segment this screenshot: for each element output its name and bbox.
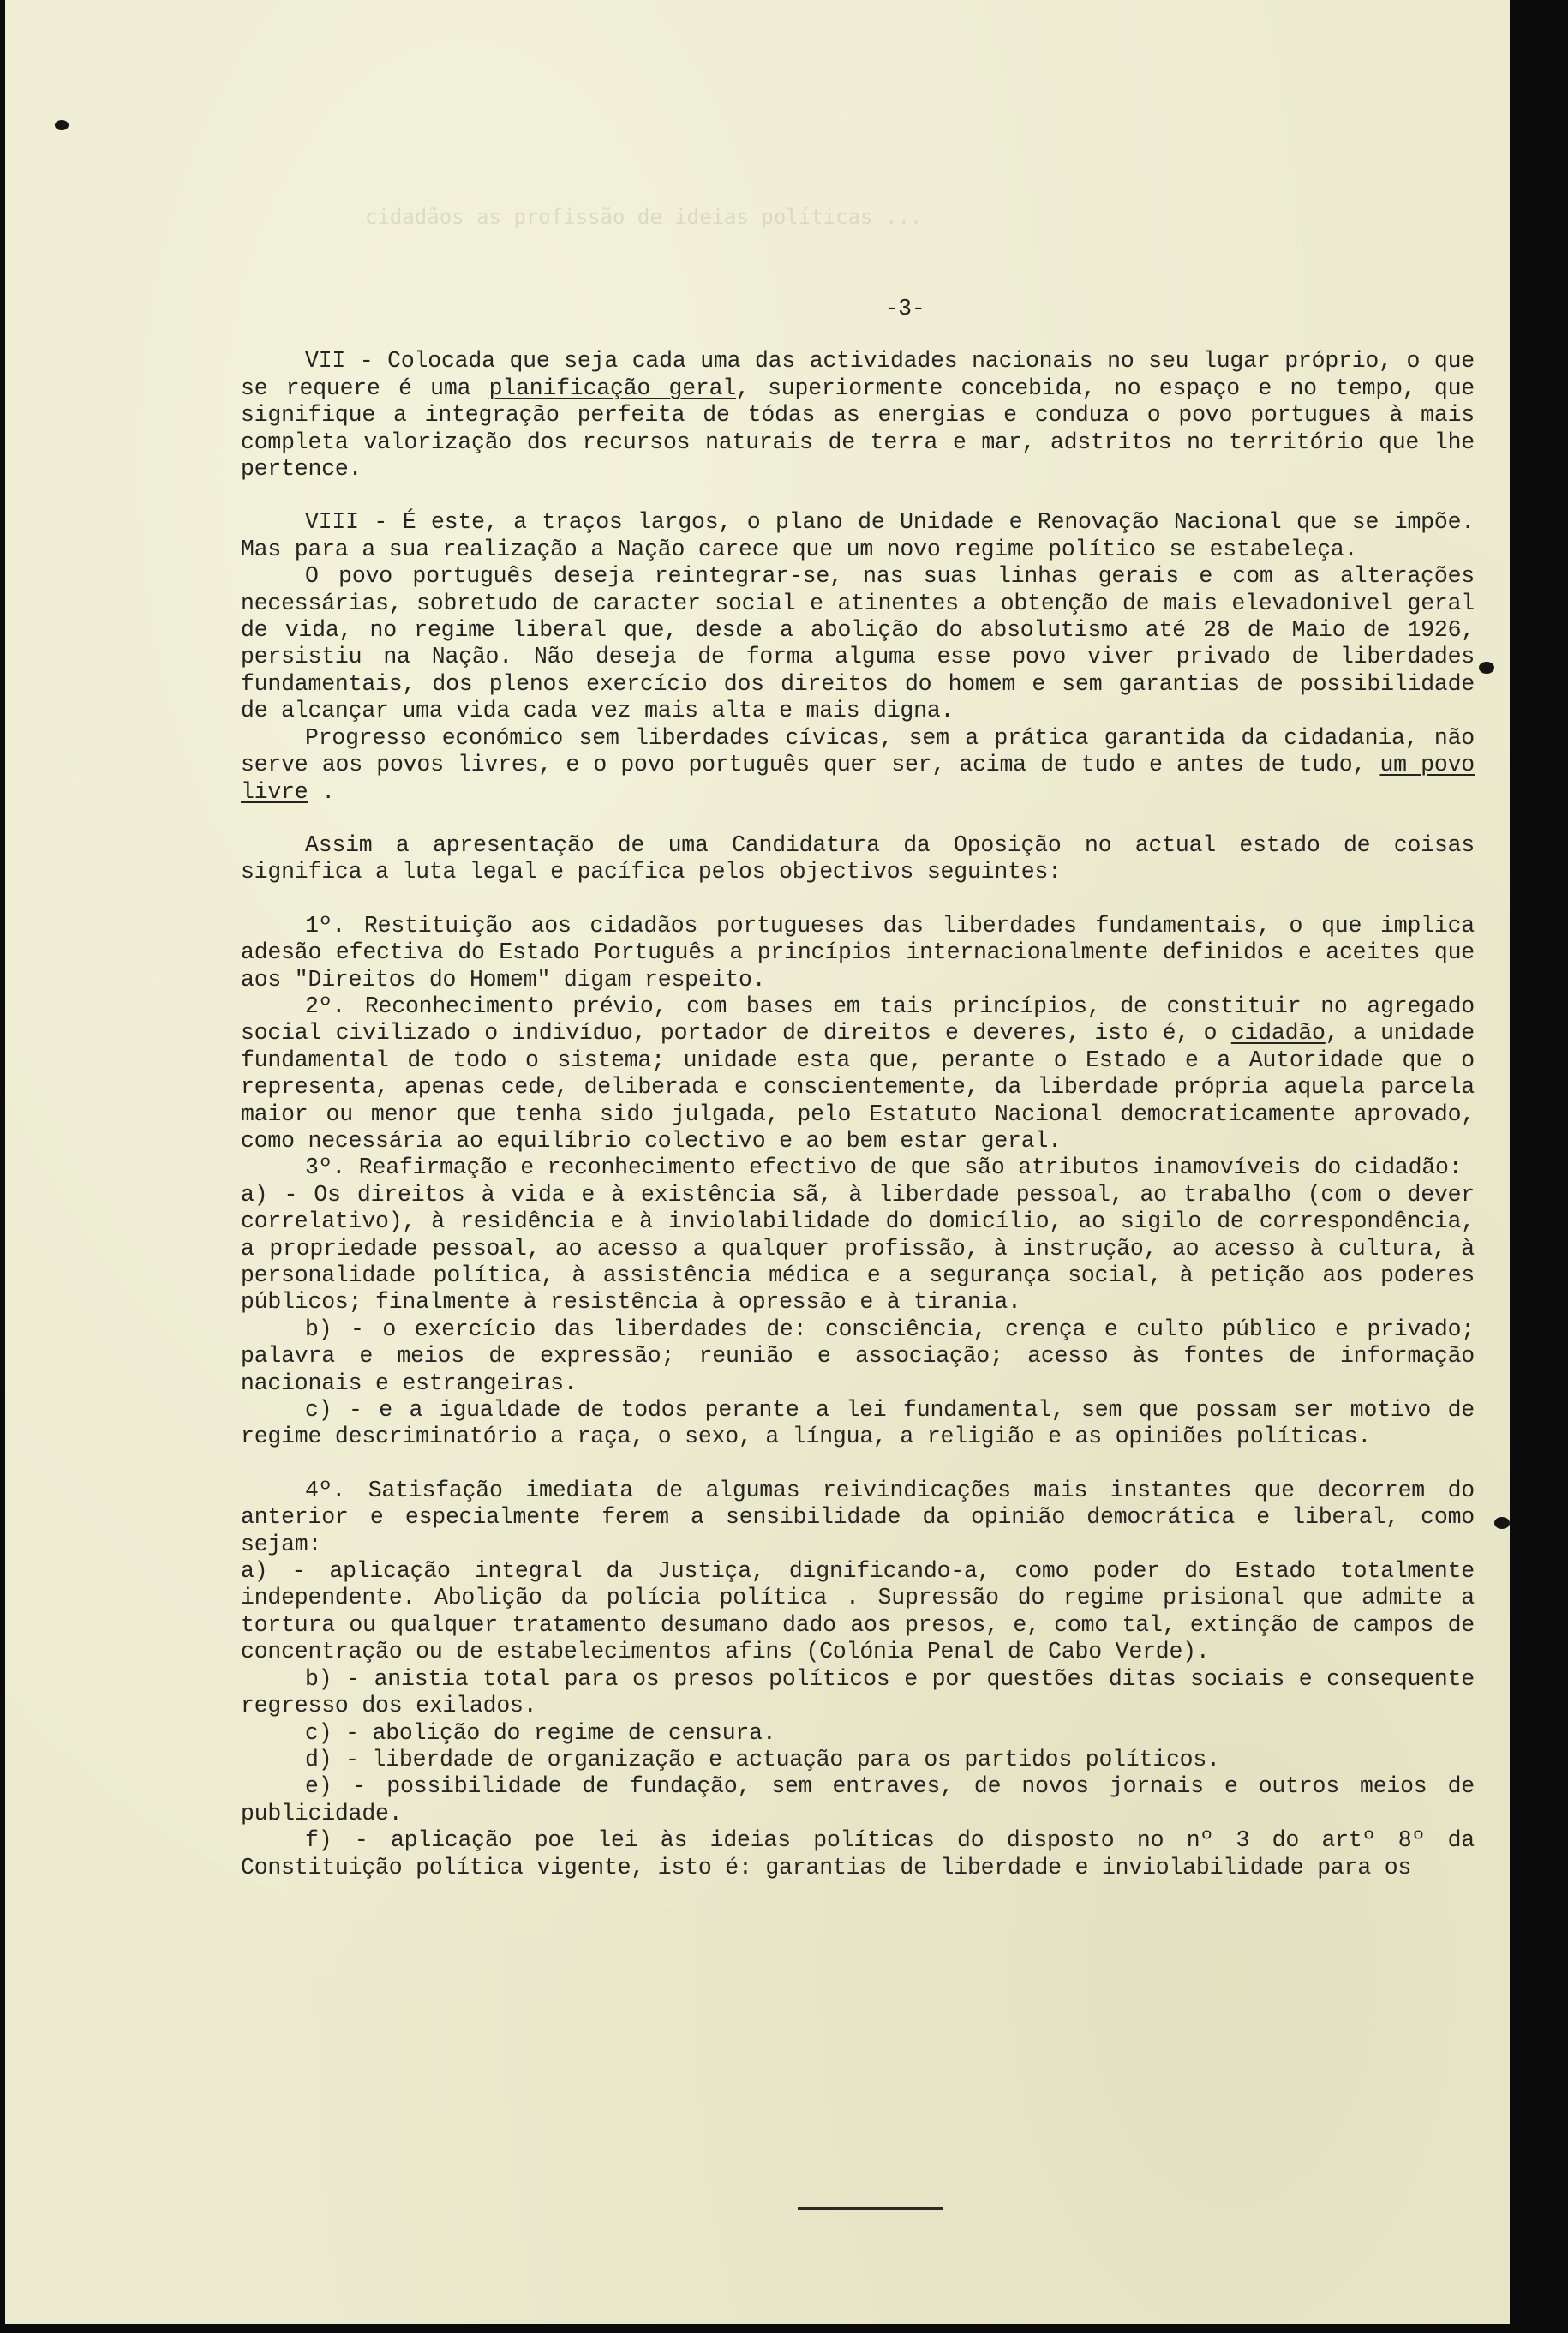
item-4e: e) - possibilidade de fundação, sem entraves, de novos jornais e outros meios de publicidade. bbox=[241, 1773, 1475, 1826]
item-3a: a) - Os direitos à vida e à existência sã, à liberdade pessoal, ao trabalho (com o dever correlativo), à residência e à inviolabilidade do domicílio, ao sigilo de correspondência, a propriedade pessoal, ao acesso a qualquer profissão, à instrução, ao acesso à cultura, à personalidade política, à assistência médica e a segurança social, à petição aos poderes públicos; finalmente à resistência à opressão e à tirania. bbox=[241, 1181, 1475, 1316]
punch-mark-2 bbox=[1479, 662, 1494, 674]
paragraph-progresso: Progresso económico sem liberdades cívicas, sem a prática garantida da cidadania, não serve aos povos livres, e o povo português quer ser, acima de tudo e antes de tudo, um povo livre . bbox=[241, 724, 1475, 805]
item-1: 1º. Restituição aos cidadãos portugueses das liberdades fundamentais, o que implica adesão efectiva do Estado Português a princípios internacionalmente definidos e aceites que aos "Direitos do Homem" digam respeito. bbox=[241, 912, 1475, 993]
document-body bbox=[241, 296, 1475, 1881]
scan-edge-shadow bbox=[1510, 0, 1539, 2324]
item-3b: b) - o exercício das liberdades de: consciência, crença e culto público e privado; palavra e meios de expressão; reunião e associação; acesso às fontes de informação nacionais e estrangeiras. bbox=[241, 1316, 1475, 1396]
item-3: 3º. Reafirmação e reconhecimento efectivo de que são atributos inamovíveis do cidadão: bbox=[305, 1155, 1463, 1181]
punch-mark-3 bbox=[1494, 1517, 1510, 1529]
paragraph-povo-portugues: O povo português deseja reintegrar-se, nas suas linhas gerais e com as alterações necessárias, sobretudo de caracter social e atinentes a obtenção de mais elevadonivel geral de vida, no regime liberal que, desde a abolição do absolutismo até 28 de Maio de 1926, persistiu na Nação. Não deseja de forma alguma esse povo viver privado de liberdades fundamentais, dos plenos exercício dos direitos do homem e sem garantias de possibilidade de alcançar uma vida cada vez mais alta e mais digna. bbox=[241, 563, 1475, 724]
item-2: 2º. Reconhecimento prévio, com bases em tais princípios, de constituir no agregado social civilizado o indivíduo, portador de direitos e deveres, isto é, o cidadão, a unidade fundamental de todo o sistema; unidade esta que, perante o Estado e a Autoridade que o representa, apenas cede, deliberada e conscientemente, da liberdade própria aquela parcela maior ou menor que tenha sido julgada, pelo Estatuto Nacional democraticamente aprovado, como necessária ao equilíbrio colectivo e ao bem estar geral. bbox=[241, 993, 1475, 1154]
underlined-planificacao: planificação geral bbox=[488, 375, 736, 401]
page-number: -3- bbox=[884, 296, 925, 321]
item-3c: c) - e a igualdade de todos perante a lei fundamental, sem que possam ser motivo de regime descriminatório a raça, o sexo, a língua, a religião e as opiniões políticas. bbox=[241, 1397, 1475, 1450]
paragraph-vii: VII - Colocada que seja cada uma das actividades nacionais no seu lugar próprio, o que se requere é uma planificação geral, superiormente concebida, no espaço e no tempo, que signifique a integração perfeita de tódas as energias e conduza o povo portugues à mais completa valorização dos recursos naturais de terra e mar, adstritos no território que lhe pertence. bbox=[241, 348, 1475, 483]
item-4b: b) - anistia total para os presos políticos e por questões ditas sociais e consequente regresso dos exilados. bbox=[241, 1665, 1475, 1719]
document-page bbox=[5, 0, 1539, 2324]
item-4c: c) - abolição do regime de censura. bbox=[305, 1719, 776, 1746]
item-4a: a) - aplicação integral da Justiça, dignificando-a, como poder do Estado totalmente independente. Abolição da polícia política . Supressão do regime prisional que admite a tortura ou qualquer tratamento desumano dado aos presos, e, como tal, extinção de campos de concentração ou de estabelecimentos afins (Colónia Penal de Cabo Verde). bbox=[241, 1558, 1475, 1665]
underlined-cidadao: cidadão bbox=[1230, 1020, 1326, 1047]
punch-mark-1 bbox=[55, 120, 69, 130]
footer-rule bbox=[798, 2207, 943, 2210]
underlined-povo-livre: um povo livre bbox=[241, 752, 1475, 805]
paragraph-viii: VIII - É este, a traços largos, o plano de Unidade e Renovação Nacional que se impõe. Mas para a sua realização a Nação carece que um novo regime político se estabeleça. bbox=[241, 509, 1475, 562]
item-4: 4º. Satisfação imediata de algumas reivindicações mais instantes que decorrem do anterior e especialmente ferem a sensibilidade da opinião democrática e liberal, como sejam: bbox=[241, 1477, 1475, 1557]
bleed-through-text: cidadãos as profissão de ideias políticas ... bbox=[365, 205, 923, 229]
paragraph-assim: Assim a apresentação de uma Candidatura da Oposição no actual estado de coisas significa a luta legal e pacífica pelos objectivos seguintes: bbox=[241, 831, 1475, 885]
item-4d: d) - liberdade de organização e actuação para os partidos políticos. bbox=[305, 1746, 1220, 1772]
item-4f: f) - aplicação poe lei às ideias políticas do disposto no nº 3 do artº 8º da Constituição política vigente, isto é: garantias de liberdade e inviolabilidade para os bbox=[241, 1827, 1475, 1880]
